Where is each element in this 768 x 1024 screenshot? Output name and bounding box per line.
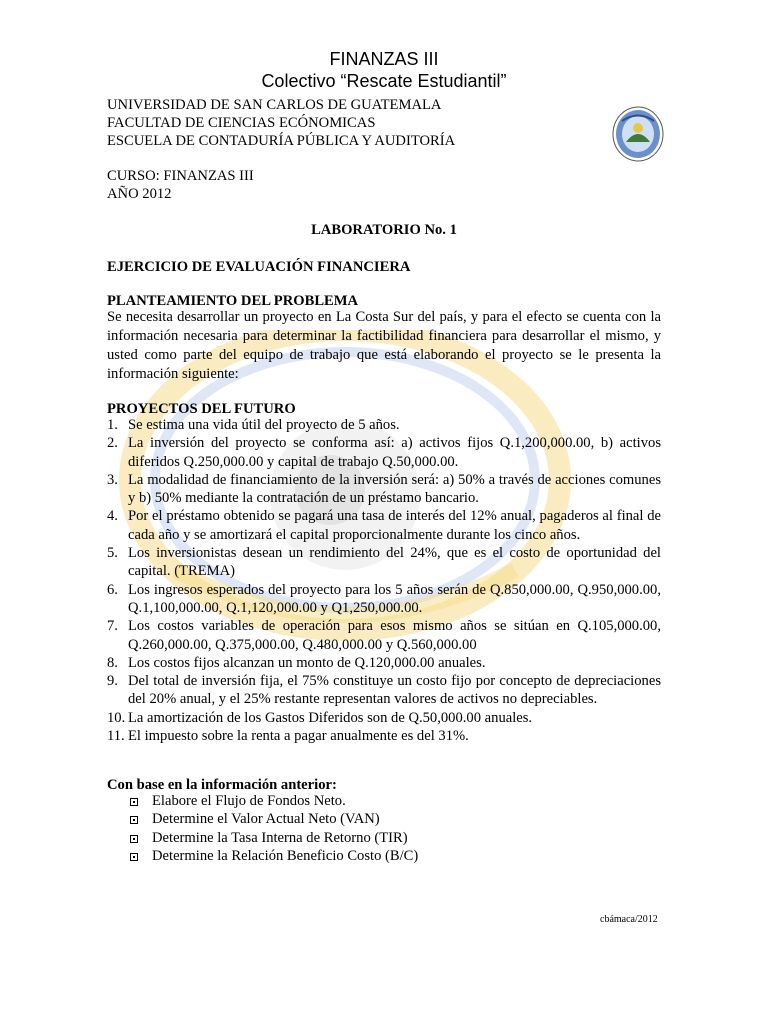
course-year: AÑO 2012 <box>107 186 172 202</box>
problem-heading: PLANTEAMIENTO DEL PROBLEMA <box>107 293 359 309</box>
tasks-list <box>130 793 418 866</box>
projects-heading: PROYECTOS DEL FUTURO <box>107 401 296 417</box>
document-title: FINANZAS III <box>329 49 439 69</box>
institution-university: UNIVERSIDAD DE SAN CARLOS DE GUATEMALA <box>107 97 442 113</box>
list-item: 6. Los ingresos esperados del proyecto para los 5 años serán de Q.850,000.00, Q.950,000.00, Q.1,100,000.00, Q.1,120,000.00 y Q1,250,000.00. <box>107 581 661 616</box>
problem-text: Se necesita desarrollar un proyecto en La Costa Sur del país, y para el efecto se cuenta con la información necesaria para determinar la factibilidad financiera para desarrollar el mismo, y usted como parte del equipo de trabajo que está elaborando el proyecto se le presenta la información siguiente: <box>107 309 661 382</box>
university-seal-icon <box>612 106 664 162</box>
checkbox-bullet-icon <box>130 798 138 806</box>
list-item: Elabore el Flujo de Fondos Neto. <box>130 793 418 811</box>
checkbox-bullet-icon <box>130 835 138 843</box>
list-item: 2. La inversión del proyecto se conforma así: a) activos fijos Q.1,200,000.00, b) activos diferidos Q.250,000.00 y capital de trabajo Q.50,000.00. <box>107 435 661 470</box>
institution-school: ESCUELA DE CONTADURÍA PÚBLICA Y AUDITORÍA <box>107 133 456 149</box>
document-subtitle: Colectivo “Rescate Estudiantil” <box>261 71 507 91</box>
list-item: 3. La modalidad de financiamiento de la inversión será: a) 50% a través de acciones comunes y b) 50% mediante la contratación de un préstamo bancario. <box>107 471 661 507</box>
list-item: 8. Los costos fijos alcanzan un monto de Q.120,000.00 anuales. <box>107 654 486 671</box>
list-item: Determine la Tasa Interna de Retorno (TIR) <box>130 830 418 848</box>
list-item: 4. Por el préstamo obtenido se pagará una tasa de interés del 12% anual, pagaderos al final de cada año y se amortizará el capital proporcionalmente durante los cinco años. <box>107 508 661 543</box>
list-item: 1. Se estima una vida útil del proyecto de 5 años. <box>107 417 400 433</box>
list-item: 9. Del total de inversión fija, el 75% constituye un costo fijo por concepto de depreciaciones del 20% anual, y el 25% restante representan valores de activos no depreciables. <box>107 673 661 708</box>
checkbox-bullet-icon <box>130 853 138 861</box>
list-item: 7. Los costos variables de operación para esos mismo años se sitúan en Q.105,000.00, Q.260,000.00, Q.375,000.00, Q.480,000.00 y Q.560,000.00 <box>107 618 661 653</box>
list-item: Determine la Relación Beneficio Costo (B/C) <box>130 848 418 866</box>
footer-credit: cbámaca/2012 <box>600 914 658 925</box>
course-name: CURSO: FINANZAS III <box>107 168 254 184</box>
projects-list <box>107 416 661 745</box>
tasks-heading: Con base en la información anterior: <box>107 777 337 793</box>
list-item: Determine el Valor Actual Neto (VAN) <box>130 811 418 829</box>
institution-faculty: FACULTAD DE CIENCIAS ECÓNOMICAS <box>107 115 376 131</box>
exercise-title: EJERCICIO DE EVALUACIÓN FINANCIERA <box>107 259 411 275</box>
lab-title: LABORATORIO No. 1 <box>311 222 457 238</box>
list-item: 11. El impuesto sobre la renta a pagar anualmente es del 31%. <box>107 728 469 745</box>
list-item: 5. Los inversionistas desean un rendimiento del 24%, que es el costo de oportunidad del capital. (TREMA) <box>107 545 661 580</box>
list-item: 10. La amortización de los Gastos Diferidos son de Q.50,000.00 anuales. <box>107 709 533 726</box>
checkbox-bullet-icon <box>130 816 138 824</box>
